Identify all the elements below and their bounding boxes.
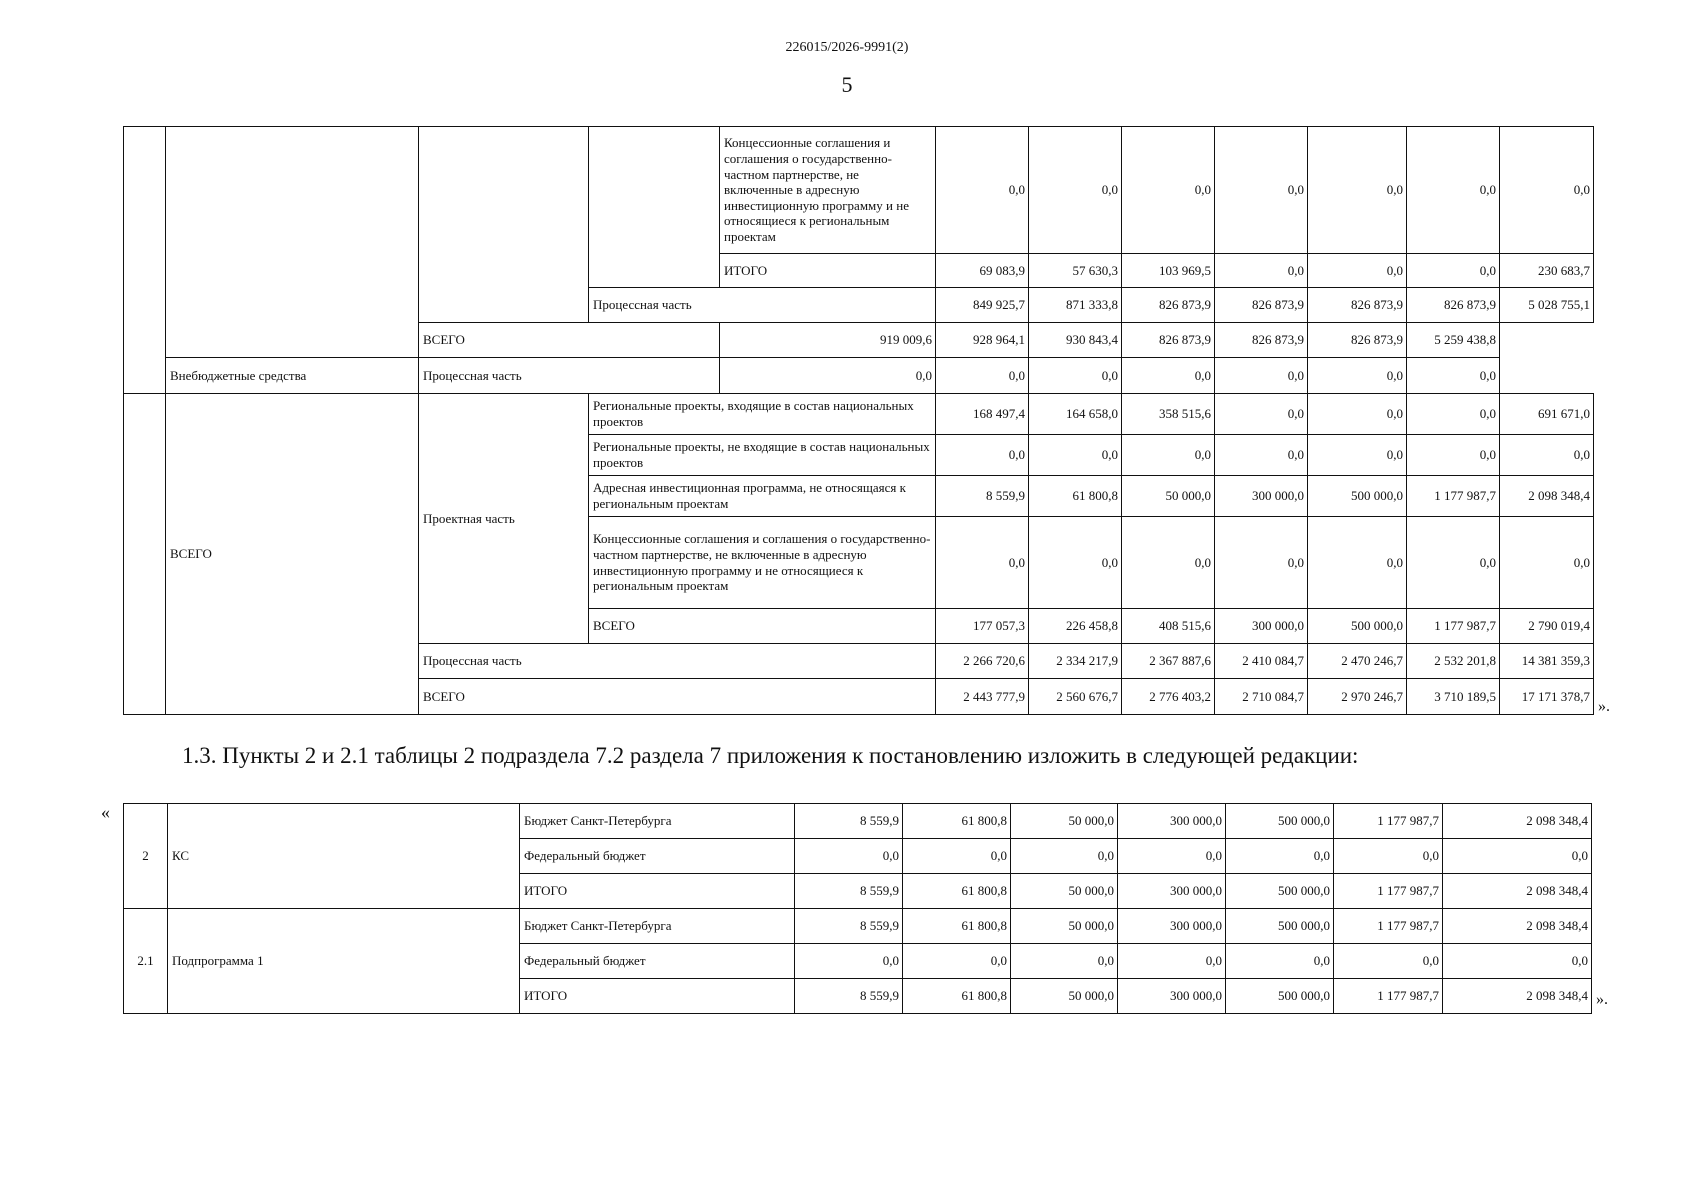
budget-table-2 bbox=[123, 803, 1592, 1014]
cell: 61 800,8 bbox=[903, 979, 1011, 1014]
cell: 408 515,6 bbox=[1122, 609, 1215, 644]
cell: 0,0 bbox=[1308, 394, 1407, 435]
row-number: 2.1 bbox=[124, 909, 168, 1014]
cell: 1 177 987,7 bbox=[1334, 909, 1443, 944]
cell: 2 266 720,6 bbox=[936, 644, 1029, 679]
cell: 0,0 bbox=[1215, 127, 1308, 254]
cell: 500 000,0 bbox=[1308, 609, 1407, 644]
cell: 826 873,9 bbox=[1215, 288, 1308, 323]
cell: 0,0 bbox=[1407, 254, 1500, 288]
source-label: Федеральный бюджет bbox=[520, 944, 795, 979]
source-label: Бюджет Санкт-Петербурга bbox=[520, 909, 795, 944]
cell: 61 800,8 bbox=[903, 909, 1011, 944]
document-code: 226015/2026-9991(2) bbox=[785, 40, 909, 55]
cell: 0,0 bbox=[1215, 435, 1308, 476]
cell: 0,0 bbox=[1122, 358, 1215, 394]
cell: 0,0 bbox=[1215, 254, 1308, 288]
cell: 0,0 bbox=[1308, 435, 1407, 476]
cell: 0,0 bbox=[903, 839, 1011, 874]
cell: 0,0 bbox=[1226, 944, 1334, 979]
cell: 826 873,9 bbox=[1308, 323, 1407, 358]
row-label-vsego: ВСЕГО bbox=[419, 323, 720, 358]
cell: 0,0 bbox=[1308, 358, 1407, 394]
cell: 300 000,0 bbox=[1118, 909, 1226, 944]
budget-table-continuation bbox=[123, 126, 1594, 715]
row-label-itogo: ИТОГО bbox=[720, 254, 936, 288]
cell: 0,0 bbox=[1407, 517, 1500, 609]
row-label-offbudget: Внебюджетные средства bbox=[166, 358, 419, 394]
cell: 50 000,0 bbox=[1011, 979, 1118, 1014]
cell: 8 559,9 bbox=[795, 804, 903, 839]
cell: 57 630,3 bbox=[1029, 254, 1122, 288]
cell: 0,0 bbox=[1407, 358, 1500, 394]
cell: 61 800,8 bbox=[903, 874, 1011, 909]
cell: 0,0 bbox=[1118, 944, 1226, 979]
cell: 1 177 987,7 bbox=[1334, 804, 1443, 839]
cell: 849 925,7 bbox=[936, 288, 1029, 323]
row-label-process: Процессная часть bbox=[589, 288, 936, 323]
cell: 5 028 755,1 bbox=[1500, 288, 1594, 323]
cell: 826 873,9 bbox=[1215, 323, 1308, 358]
cell: 103 969,5 bbox=[1122, 254, 1215, 288]
cell: 300 000,0 bbox=[1118, 979, 1226, 1014]
cell: 2 098 348,4 bbox=[1443, 909, 1592, 944]
cell: 8 559,9 bbox=[795, 979, 903, 1014]
cell: 0,0 bbox=[903, 944, 1011, 979]
row-label-project-vsego: ВСЕГО bbox=[589, 609, 936, 644]
row-name: КС bbox=[168, 804, 520, 909]
cell: 2 970 246,7 bbox=[1308, 679, 1407, 715]
cell: 50 000,0 bbox=[1011, 909, 1118, 944]
cell: 0,0 bbox=[1226, 839, 1334, 874]
cell: 358 515,6 bbox=[1122, 394, 1215, 435]
row-name: Подпрограмма 1 bbox=[168, 909, 520, 1014]
cell: 0,0 bbox=[1334, 944, 1443, 979]
cell: 2 098 348,4 bbox=[1443, 874, 1592, 909]
cell: 1 177 987,7 bbox=[1407, 476, 1500, 517]
cell: 50 000,0 bbox=[1122, 476, 1215, 517]
row-number: 2 bbox=[124, 804, 168, 909]
closing-quote: ». bbox=[1596, 991, 1608, 1008]
empty-num-cell bbox=[124, 394, 166, 715]
cell: 0,0 bbox=[1308, 517, 1407, 609]
cell: 0,0 bbox=[1122, 517, 1215, 609]
row-label-concession: Концессионные соглашения и соглашения о государственно-частном партнерстве, не включенные в адресную инвестиционную программу и не относящиеся к региональным проектам bbox=[720, 127, 936, 254]
row-label-total-process: Процессная часть bbox=[419, 644, 936, 679]
cell: 8 559,9 bbox=[795, 909, 903, 944]
row-label-project-part: Проектная часть bbox=[419, 394, 589, 644]
cell: 0,0 bbox=[1443, 944, 1592, 979]
empty-num-cell bbox=[124, 127, 166, 394]
cell: 50 000,0 bbox=[1011, 874, 1118, 909]
cell: 0,0 bbox=[1500, 127, 1594, 254]
source-label: Федеральный бюджет bbox=[520, 839, 795, 874]
cell: 0,0 bbox=[936, 435, 1029, 476]
cell: 826 873,9 bbox=[1122, 288, 1215, 323]
cell: 2 367 887,6 bbox=[1122, 644, 1215, 679]
row-label-reg-nat: Региональные проекты, входящие в состав национальных проектов bbox=[589, 394, 936, 435]
cell: 300 000,0 bbox=[1215, 609, 1308, 644]
cell: 0,0 bbox=[1029, 517, 1122, 609]
cell: 930 843,4 bbox=[1029, 323, 1122, 358]
cell: 0,0 bbox=[1029, 127, 1122, 254]
cell: 0,0 bbox=[1122, 435, 1215, 476]
cell: 0,0 bbox=[1500, 517, 1594, 609]
cell: 1 177 987,7 bbox=[1334, 979, 1443, 1014]
cell: 500 000,0 bbox=[1226, 804, 1334, 839]
cell: 2 098 348,4 bbox=[1443, 979, 1592, 1014]
cell: 0,0 bbox=[795, 944, 903, 979]
cell: 1 177 987,7 bbox=[1334, 874, 1443, 909]
cell: 164 658,0 bbox=[1029, 394, 1122, 435]
empty-part-cell bbox=[589, 127, 720, 288]
cell: 2 410 084,7 bbox=[1215, 644, 1308, 679]
opening-quote: « bbox=[101, 802, 110, 822]
cell: 2 334 217,9 bbox=[1029, 644, 1122, 679]
cell: 2 710 084,7 bbox=[1215, 679, 1308, 715]
cell: 0,0 bbox=[1308, 254, 1407, 288]
cell: 168 497,4 bbox=[936, 394, 1029, 435]
cell: 61 800,8 bbox=[903, 804, 1011, 839]
cell: 826 873,9 bbox=[1122, 323, 1215, 358]
cell: 826 873,9 bbox=[1407, 288, 1500, 323]
cell: 0,0 bbox=[1118, 839, 1226, 874]
empty-name-cell bbox=[166, 127, 419, 358]
cell: 0,0 bbox=[1407, 127, 1500, 254]
cell: 69 083,9 bbox=[936, 254, 1029, 288]
cell: 1 177 987,7 bbox=[1407, 609, 1500, 644]
page-number: 5 bbox=[841, 72, 853, 97]
cell: 50 000,0 bbox=[1011, 804, 1118, 839]
source-label: ИТОГО bbox=[520, 979, 795, 1014]
section-heading: 1.3. Пункты 2 и 2.1 таблицы 2 подраздела 7.2 раздела 7 приложения к постановлению изложить в следующей редакции: bbox=[182, 743, 1359, 768]
cell: 500 000,0 bbox=[1226, 979, 1334, 1014]
closing-quote: ». bbox=[1598, 698, 1610, 715]
cell: 3 710 189,5 bbox=[1407, 679, 1500, 715]
cell: 0,0 bbox=[1122, 127, 1215, 254]
cell: 2 470 246,7 bbox=[1308, 644, 1407, 679]
row-label-aip: Адресная инвестиционная программа, не относящаяся к региональным проектам bbox=[589, 476, 936, 517]
cell: 2 560 676,7 bbox=[1029, 679, 1122, 715]
cell: 0,0 bbox=[795, 839, 903, 874]
cell: 2 098 348,4 bbox=[1500, 476, 1594, 517]
cell: 226 458,8 bbox=[1029, 609, 1122, 644]
cell: 0,0 bbox=[1029, 358, 1122, 394]
row-label-concession2: Концессионные соглашения и соглашения о государственно-частном партнерстве, не включенные в адресную инвестиционную программу и не относящиеся к региональным проектам bbox=[589, 517, 936, 609]
cell: 8 559,9 bbox=[936, 476, 1029, 517]
cell: 500 000,0 bbox=[1308, 476, 1407, 517]
cell: 691 671,0 bbox=[1500, 394, 1594, 435]
cell: 2 443 777,9 bbox=[936, 679, 1029, 715]
cell: 0,0 bbox=[1407, 394, 1500, 435]
table-row bbox=[124, 909, 1592, 944]
cell: 2 776 403,2 bbox=[1122, 679, 1215, 715]
cell: 0,0 bbox=[1334, 839, 1443, 874]
cell: 0,0 bbox=[936, 358, 1029, 394]
cell: 919 009,6 bbox=[720, 323, 936, 358]
cell: 230 683,7 bbox=[1500, 254, 1594, 288]
cell: 0,0 bbox=[1215, 517, 1308, 609]
source-label: Бюджет Санкт-Петербурга bbox=[520, 804, 795, 839]
table-row bbox=[124, 804, 1592, 839]
cell: 0,0 bbox=[1407, 435, 1500, 476]
cell: 0,0 bbox=[1308, 127, 1407, 254]
cell: 2 532 201,8 bbox=[1407, 644, 1500, 679]
cell: 61 800,8 bbox=[1029, 476, 1122, 517]
cell: 2 098 348,4 bbox=[1443, 804, 1592, 839]
cell: 928 964,1 bbox=[936, 323, 1029, 358]
cell: 826 873,9 bbox=[1308, 288, 1407, 323]
row-label-reg-notnat: Региональные проекты, не входящие в состав национальных проектов bbox=[589, 435, 936, 476]
cell: 500 000,0 bbox=[1226, 909, 1334, 944]
cell: 0,0 bbox=[936, 127, 1029, 254]
cell: 0,0 bbox=[720, 358, 936, 394]
cell: 500 000,0 bbox=[1226, 874, 1334, 909]
row-label-grand-total: ВСЕГО bbox=[419, 679, 936, 715]
cell: 0,0 bbox=[936, 517, 1029, 609]
cell: 0,0 bbox=[1500, 435, 1594, 476]
cell: 300 000,0 bbox=[1215, 476, 1308, 517]
cell: 0,0 bbox=[1011, 839, 1118, 874]
cell: 0,0 bbox=[1443, 839, 1592, 874]
cell: 0,0 bbox=[1011, 944, 1118, 979]
cell: 8 559,9 bbox=[795, 874, 903, 909]
cell: 0,0 bbox=[1029, 435, 1122, 476]
cell: 300 000,0 bbox=[1118, 804, 1226, 839]
cell: 177 057,3 bbox=[936, 609, 1029, 644]
cell: 2 790 019,4 bbox=[1500, 609, 1594, 644]
row-label-offbudget-process: Процессная часть bbox=[419, 358, 720, 394]
cell: 300 000,0 bbox=[1118, 874, 1226, 909]
cell: 0,0 bbox=[1215, 358, 1308, 394]
row-label-total: ВСЕГО bbox=[166, 394, 419, 715]
cell: 871 333,8 bbox=[1029, 288, 1122, 323]
cell: 17 171 378,7 bbox=[1500, 679, 1594, 715]
empty-source-cell bbox=[419, 127, 589, 323]
cell: 0,0 bbox=[1215, 394, 1308, 435]
cell: 14 381 359,3 bbox=[1500, 644, 1594, 679]
source-label: ИТОГО bbox=[520, 874, 795, 909]
cell: 5 259 438,8 bbox=[1407, 323, 1500, 358]
